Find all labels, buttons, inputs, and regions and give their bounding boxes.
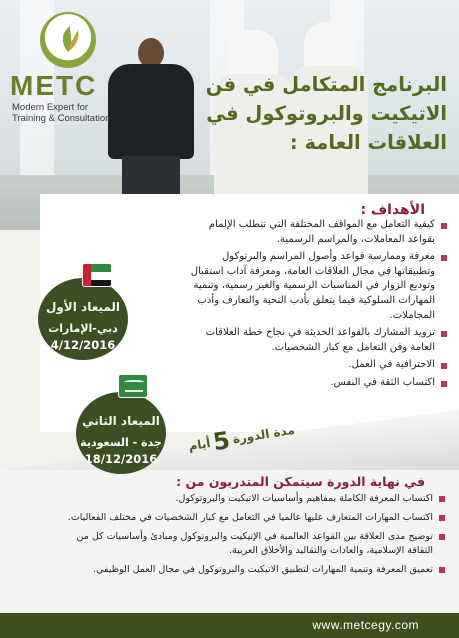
goal-item: [157, 218, 447, 247]
session-title: الميعاد الثاني: [82, 414, 160, 428]
goal-line: كيفية التعامل مع المواقف المختلفة التي تتطلب الإلمام: [208, 219, 435, 230]
goal-item: [157, 250, 447, 323]
goal-line: وتطبيقاتها في مجال العلاقات العامة، ومعرفة آداب استقبال: [190, 265, 435, 277]
session-title: الميعاد الأول: [45, 300, 121, 314]
uae-flag-icon: [82, 263, 112, 287]
goals-list: [157, 218, 447, 394]
logo-wordmark: METC: [10, 70, 98, 101]
title-line: الاتيكيت والبروتوكول في: [206, 102, 447, 125]
metc-logo: [6, 4, 134, 124]
session-badge-dubai: [38, 278, 128, 360]
duration-unit: أيام: [187, 436, 212, 454]
goal-line: المجاملات.: [389, 309, 435, 321]
goal-line: المهارات السلوكية فيما يتعلق بأدب التحية والتعارف وأدب: [197, 294, 435, 306]
page-title: [205, 70, 447, 157]
outcomes-list: [15, 492, 445, 582]
session-date: 4/12/2016: [50, 338, 116, 352]
logo-subtitle-line: Modern Expert for: [12, 102, 89, 113]
outcome-item: [15, 511, 445, 524]
outcome-line: الثقافة الإسلامية، والعادات والتقاليد والأخلاق العربية.: [228, 544, 433, 556]
goal-item: [157, 326, 447, 355]
outcome-line: اكتساب المهارات المتعارف عليها عالميا في التعامل مع كبار الشخصيات في مختلف الفعاليات.: [67, 512, 433, 524]
footer-bar: [0, 613, 459, 638]
website-link[interactable]: www.metcegy.com: [312, 618, 419, 632]
goal-line: اكتساب الثقة في النفس.: [330, 376, 435, 388]
outcome-item: [15, 530, 445, 556]
outcome-item: [15, 563, 445, 576]
logo-subtitle: [12, 102, 136, 124]
session-city: جدة - السعودية: [80, 436, 162, 449]
outcome-item: [15, 492, 445, 505]
goal-line: بقواعد المعاملات، والمراسم الرسمية.: [276, 233, 435, 245]
session-city: دبي-الإمارات: [48, 322, 118, 335]
outcome-line: اكتساب المعرفة الكاملة بمفاهيم وأساسيات الاتيكيت والبروتوكول.: [175, 493, 433, 504]
session-badge-jeddah: [76, 392, 166, 474]
goal-line: تزويد المشارك بالقواعد الحديثة في نجاح خطة العلاقات: [205, 327, 435, 339]
outcome-line: تعميق المعرفة وتنمية المهارات لتطبيق الاتيكيت والبروتوكول في مجال العمل الوظيفي.: [92, 563, 433, 575]
outcome-line: توضيح مدى العلاقة بين القواعد العالمية في الإتيكيت والبروتوكول ومبادئ وأساسيات كل من: [76, 531, 433, 543]
title-line: البرنامج المتكامل في فن: [205, 73, 447, 96]
duration-label: مدة الدورة: [231, 422, 296, 447]
session-date: 18/12/2016: [84, 452, 158, 466]
goal-item: [157, 376, 447, 391]
goal-item: [157, 358, 447, 373]
title-line: العلاقات العامة :: [289, 131, 447, 154]
logo-subtitle-line: Training & Consultation: [12, 113, 111, 124]
outcomes-heading: في نهاية الدورة سيتمكن المتدربون من :: [176, 474, 425, 489]
goal-line: معرفة وممارسة قواعد وأصول المراسم والبرتوكول: [221, 251, 435, 263]
goal-line: العامة وفن التعامل مع كبار الشخصيات.: [271, 341, 435, 353]
goal-line: وتوديع الزوار في المناسبات الرسمية والغير رسمية، وتنمية: [193, 280, 435, 292]
saudi-flag-icon: [118, 374, 148, 398]
duration-number: 5: [211, 426, 232, 457]
goals-heading: الأهداف :: [360, 202, 425, 218]
leaf-icon: [40, 12, 96, 68]
goal-line: الاحترافية في العمل.: [348, 359, 435, 371]
logo-emblem: [40, 12, 96, 68]
